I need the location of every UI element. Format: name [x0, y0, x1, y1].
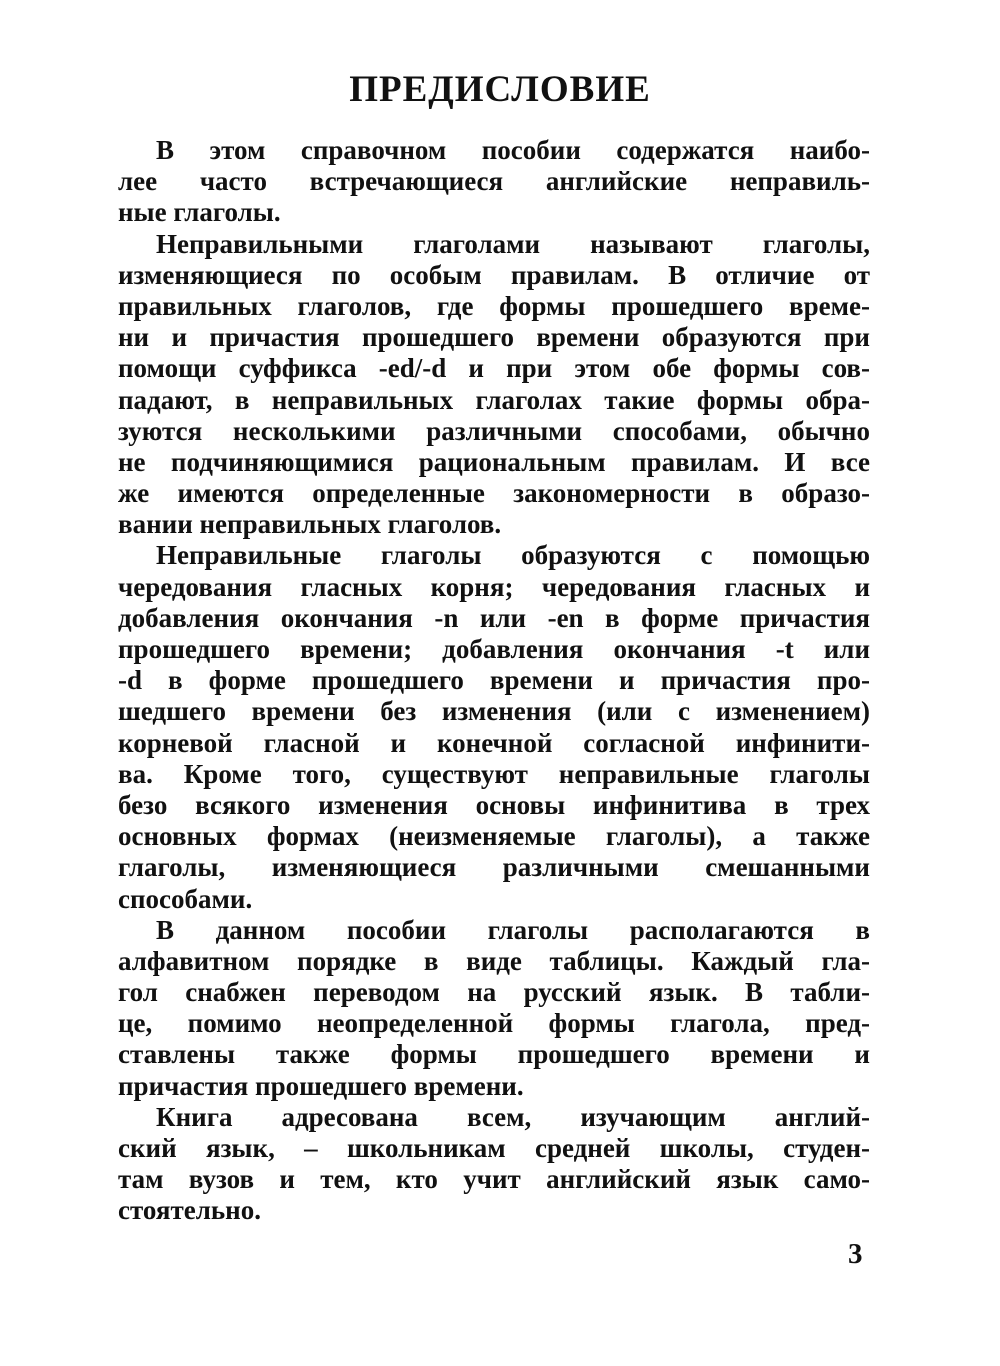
text-line: В данном пособии глаголы располагаются в — [156, 914, 870, 945]
page-title: ПРЕДИСЛОВИЕ — [349, 69, 651, 110]
text-line: там вузов и тем, кто учит английский язык само- — [118, 1164, 870, 1195]
preface-text — [118, 135, 870, 1227]
text-line: основных формах (неизменяемые глаголы), а также — [118, 821, 870, 852]
text-line: не подчиняющимися рациональным правилам. И все — [118, 446, 870, 477]
text-line: вании неправильных глаголов. — [118, 509, 502, 540]
text-line: глаголы, изменяющиеся различными смешанными — [118, 852, 870, 883]
text-line: падают, в неправильных глаголах такие формы обра- — [118, 384, 870, 415]
text-line: Книга адресована всем, изучающим англий- — [156, 1101, 870, 1132]
text-line: способами. — [118, 883, 253, 914]
page-number: 3 — [848, 1238, 863, 1270]
text-line: чередования гласных корня; чередования гласных и — [118, 571, 870, 602]
text-line: прошедшего времени; добавления окончания -t или — [118, 634, 870, 664]
text-line: лее часто встречающиеся английские неправиль- — [118, 166, 870, 197]
text-line: изменяющиеся по особым правилам. В отличие от — [118, 259, 870, 290]
text-line: ные глаголы. — [118, 197, 281, 228]
text-line: шедшего времени без изменения (или с изменением) — [118, 696, 870, 727]
text-line: зуются несколькими различными способами, обычно — [118, 415, 870, 446]
text-line: Неправильные глаголы образуются с помощью — [156, 540, 870, 571]
text-line: ни и причастия прошедшего времени образуются при — [118, 322, 870, 353]
text-line: В этом справочном пособии содержатся наибо- — [156, 135, 870, 165]
text-line: ставлены также формы прошедшего времени и — [118, 1039, 870, 1070]
text-line: Неправильными глаголами называют глаголы, — [156, 228, 870, 259]
text-line: це, помимо неопределенной формы глагола, пред- — [118, 1008, 870, 1039]
text-line: ва. Кроме того, существуют неправильные глаголы — [118, 758, 870, 789]
text-line: помощи суффикса -ed/-d и при этом обе формы сов- — [118, 353, 870, 384]
text-line: правильных глаголов, где формы прошедшего време- — [118, 290, 870, 321]
text-line: безо всякого изменения основы инфинитива в трех — [118, 789, 870, 820]
text-line: ский язык, – школьникам средней школы, студен- — [118, 1133, 870, 1163]
text-line: гол снабжен переводом на русский язык. В табли- — [118, 977, 870, 1008]
text-line: же имеются определенные закономерности в образо- — [118, 478, 870, 509]
text-line: корневой гласной и конечной согласной инфинити- — [118, 727, 870, 758]
text-line: -d в форме прошедшего времени и причастия про- — [118, 665, 870, 696]
text-line: добавления окончания -n или -en в форме причастия — [118, 602, 870, 633]
text-line: причастия прошедшего времени. — [118, 1070, 524, 1101]
text-line: алфавитном порядке в виде таблицы. Каждый гла- — [118, 945, 870, 976]
text-line: стоятельно. — [118, 1195, 261, 1226]
